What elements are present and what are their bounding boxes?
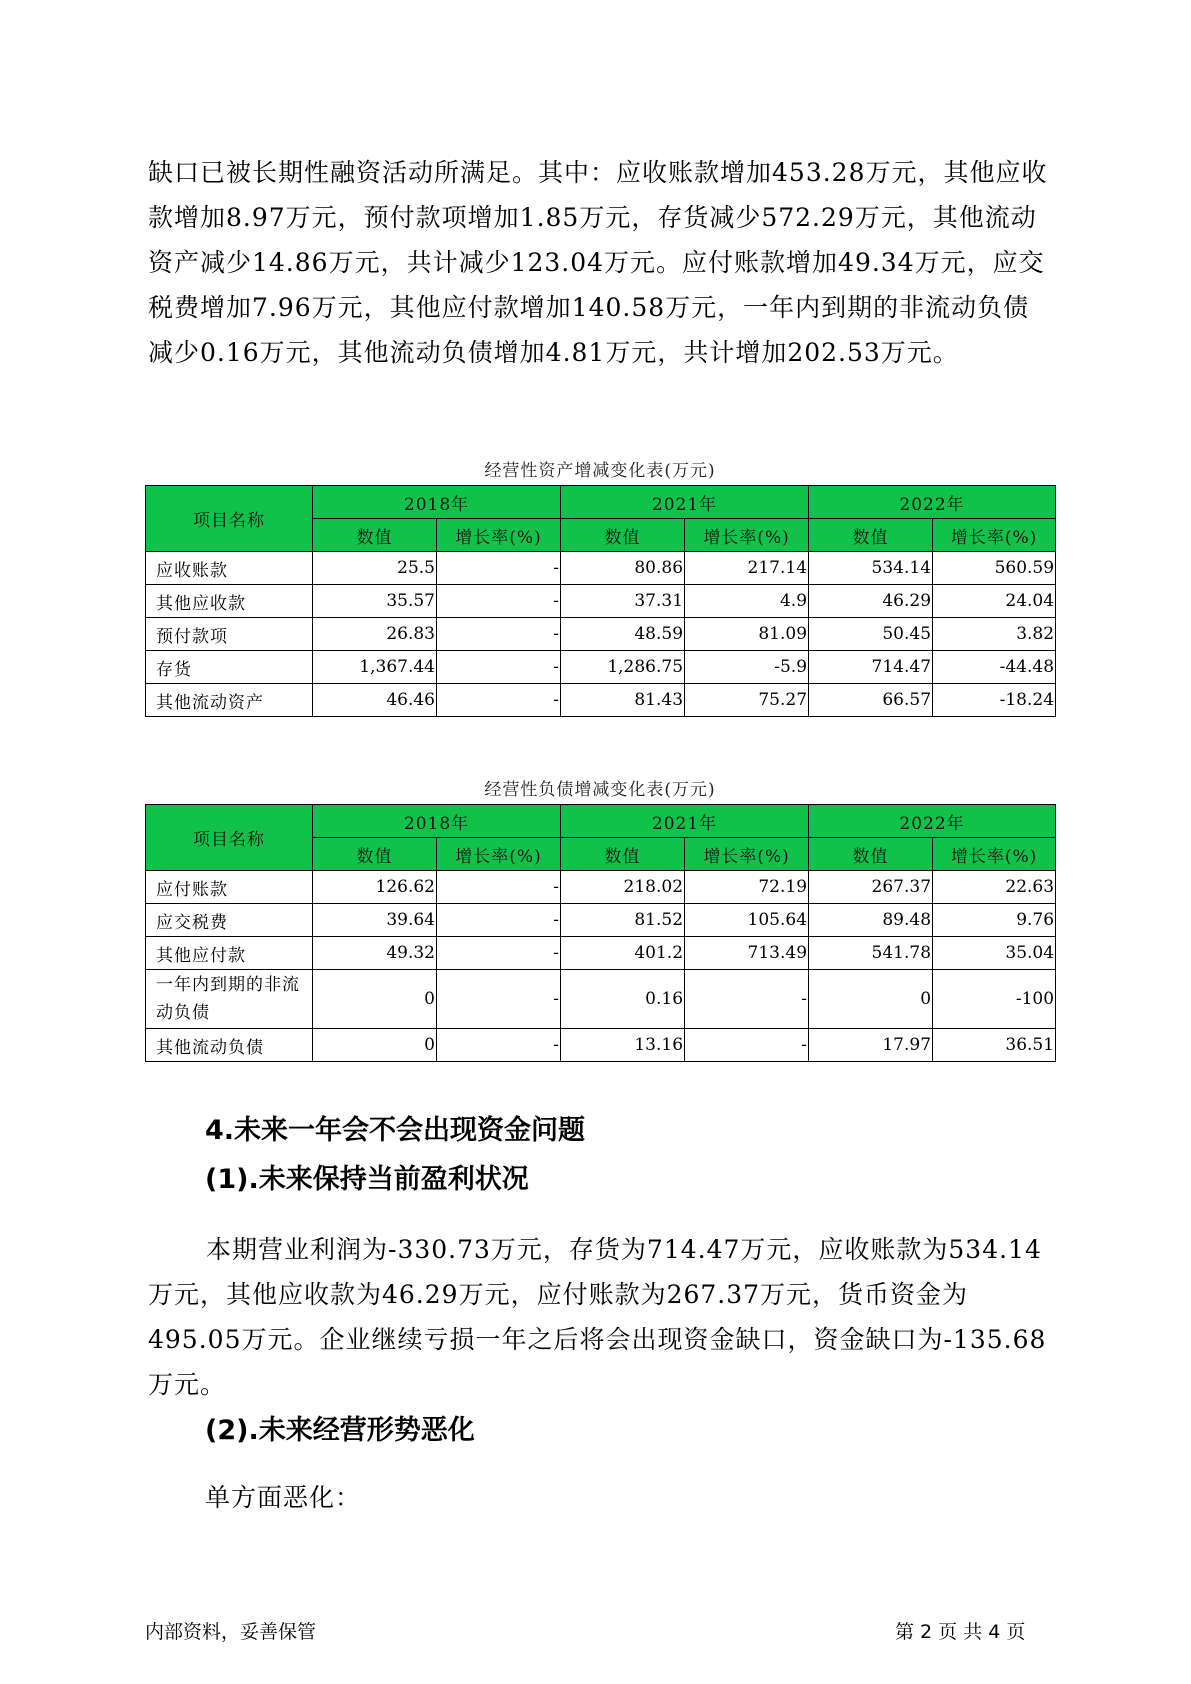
table-header-row [146,805,1056,838]
header-value: 数值 [313,838,437,871]
cell-growth: - [437,618,561,651]
cell-value: 13.16 [561,1029,685,1062]
asset-change-table [145,485,1056,717]
cell-value: 17.97 [809,1029,933,1062]
table-row [146,618,1056,651]
cell-growth: - [437,552,561,585]
table-row [146,552,1056,585]
subsection-2-heading: (2).未来经营形势恶化 [205,1415,475,1446]
row-name: 其他流动资产 [146,684,313,717]
liability-change-table [145,804,1056,1062]
table-row [146,937,1056,970]
cell-value: 39.64 [313,904,437,937]
cell-growth: 72.19 [685,871,809,904]
cell-growth: - [685,970,809,1029]
header-item-name: 项目名称 [146,805,313,871]
cell-growth: 24.04 [933,585,1056,618]
cell-value: 35.57 [313,585,437,618]
cell-growth: 9.76 [933,904,1056,937]
cell-growth: 560.59 [933,552,1056,585]
cell-value: 1,286.75 [561,651,685,684]
cell-growth: 713.49 [685,937,809,970]
cell-value: 401.2 [561,937,685,970]
row-name: 应交税费 [146,904,313,937]
cell-value: 46.46 [313,684,437,717]
row-name: 预付款项 [146,618,313,651]
subsection-1-heading: (1).未来保持当前盈利状况 [205,1164,529,1195]
table-row [146,651,1056,684]
cell-value: 541.78 [809,937,933,970]
cell-growth: -100 [933,970,1056,1029]
table-row [146,970,1056,1029]
cell-value: 50.45 [809,618,933,651]
cell-value: 267.37 [809,871,933,904]
header-value: 数值 [561,519,685,552]
header-year-2021: 2021年 [561,486,809,519]
cell-growth: - [437,904,561,937]
cell-growth: - [437,937,561,970]
header-growth: 增长率(%) [685,519,809,552]
header-value: 数值 [809,838,933,871]
cell-growth: 22.63 [933,871,1056,904]
cell-growth: -5.9 [685,651,809,684]
header-growth: 增长率(%) [437,519,561,552]
cell-growth: 3.82 [933,618,1056,651]
subsection-2-paragraph: 单方面恶化： [205,1483,362,1512]
cell-value: 0 [809,970,933,1029]
header-value: 数值 [313,519,437,552]
cell-growth: 217.14 [685,552,809,585]
cell-value: 26.83 [313,618,437,651]
cell-value: 46.29 [809,585,933,618]
row-name: 其他流动负债 [146,1029,313,1062]
cell-growth: 36.51 [933,1029,1056,1062]
cell-value: 714.47 [809,651,933,684]
table-row [146,904,1056,937]
row-name: 其他应付款 [146,937,313,970]
asset-table-caption: 经营性资产增减变化表(万元) [484,461,716,481]
cell-value: 126.62 [313,871,437,904]
header-growth: 增长率(%) [685,838,809,871]
row-name: 应付账款 [146,871,313,904]
cell-value: 49.32 [313,937,437,970]
header-item-name: 项目名称 [146,486,313,552]
footer-confidential-note: 内部资料，妥善保管 [145,1621,317,1643]
header-year-2018: 2018年 [313,486,561,519]
table-header-row [146,486,1056,519]
footer-page-number: 第 2 页 共 4 页 [895,1621,1026,1643]
cell-growth: - [437,1029,561,1062]
cell-growth: -18.24 [933,684,1056,717]
cell-growth: - [437,585,561,618]
header-value: 数值 [809,519,933,552]
cell-value: 81.52 [561,904,685,937]
table-row [146,684,1056,717]
table-row [146,871,1056,904]
cell-value: 37.31 [561,585,685,618]
cell-growth: - [437,871,561,904]
row-name: 其他应收款 [146,585,313,618]
cell-value: 0 [313,970,437,1029]
cell-growth: - [437,684,561,717]
header-year-2022: 2022年 [809,805,1056,838]
cell-value: 89.48 [809,904,933,937]
cell-growth: 81.09 [685,618,809,651]
cell-value: 0 [313,1029,437,1062]
cell-growth: - [437,970,561,1029]
cell-value: 0.16 [561,970,685,1029]
header-year-2022: 2022年 [809,486,1056,519]
cell-value: 218.02 [561,871,685,904]
cell-value: 534.14 [809,552,933,585]
header-year-2018: 2018年 [313,805,561,838]
cell-growth: -44.48 [933,651,1056,684]
cell-value: 81.43 [561,684,685,717]
header-year-2021: 2021年 [561,805,809,838]
cell-value: 1,367.44 [313,651,437,684]
cell-growth: 4.9 [685,585,809,618]
header-value: 数值 [561,838,685,871]
section-4-heading: 4.未来一年会不会出现资金问题 [205,1115,586,1146]
cell-value: 66.57 [809,684,933,717]
cell-growth: - [685,1029,809,1062]
intro-paragraph: 缺口已被长期性融资活动所满足。其中：应收账款增加453.28万元，其他应收款增加8.97万元，预付款项增加1.85万元，存货减少572.29万元，其他流动资产减少14.86万元，共计减少123.04万元。应付账款增加49.34万元，应交税费增加7.96万元，其他应付款增加140.58万元，一年内到期的非流动负债减少0.16万元，其他流动负债增加4.81万元，共计增加202.53万元。 [148,158,1048,367]
cell-growth: 35.04 [933,937,1056,970]
row-name: 应收账款 [146,552,313,585]
subsection-1-paragraph: 本期营业利润为-330.73万元，存货为714.47万元，应收账款为534.14万元，其他应收款为46.29万元，应付账款为267.37万元，货币资金为495.05万元。企业继续亏损一年之后将会出现资金缺口，资金缺口为-135.68万元。 [148,1235,1047,1399]
cell-growth: 105.64 [685,904,809,937]
header-growth: 增长率(%) [933,838,1056,871]
row-name: 存货 [146,651,313,684]
row-name: 一年内到期的非流动负债 [146,970,313,1029]
cell-value: 80.86 [561,552,685,585]
header-growth: 增长率(%) [933,519,1056,552]
header-growth: 增长率(%) [437,838,561,871]
cell-value: 48.59 [561,618,685,651]
cell-growth: - [437,651,561,684]
liability-table-caption: 经营性负债增减变化表(万元) [484,780,716,800]
cell-growth: 75.27 [685,684,809,717]
cell-value: 25.5 [313,552,437,585]
table-row [146,1029,1056,1062]
table-row [146,585,1056,618]
